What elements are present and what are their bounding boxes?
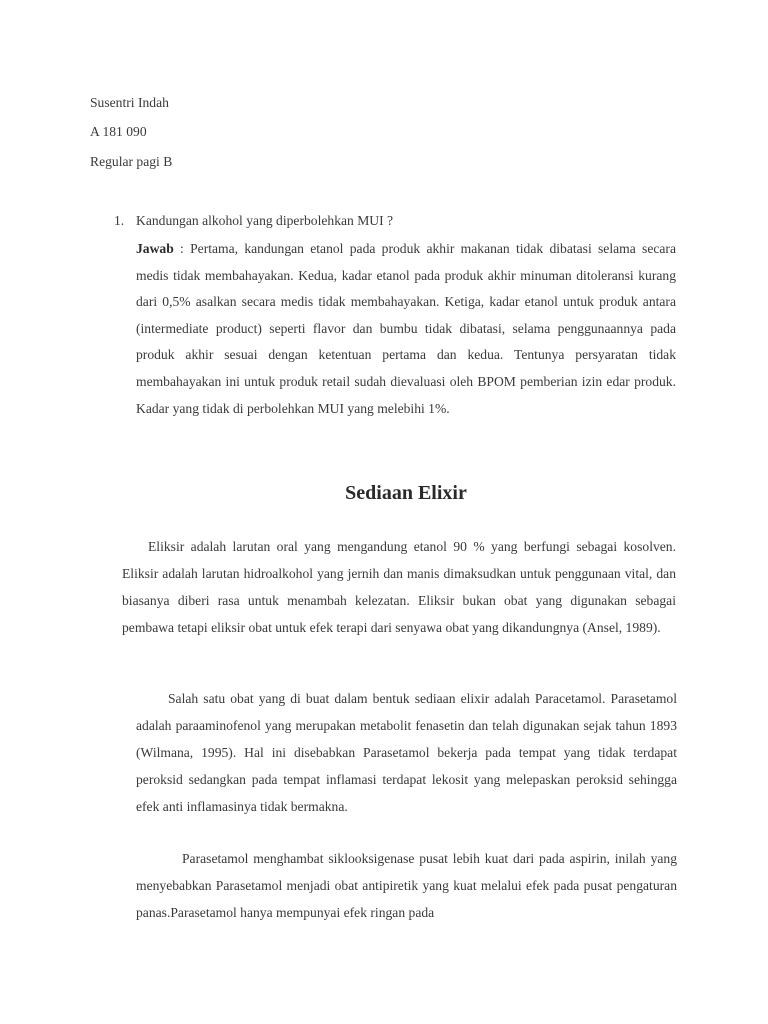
- question-text: Kandungan alkohol yang diperbolehkan MUI ?: [136, 213, 394, 228]
- body-paragraph: Eliksir adalah larutan oral yang mengandung etanol 90 % yang berfungi sebagai kosolven. Eliksir adalah larutan hidroalkohol yang jernih dan manis dimaksudkan untuk penggunaan vital, dan biasanya diberi rasa untuk menambah kelezatan. Eliksir bukan obat yang digunakan sebagai pembawa tetapi eliksir obat untuk efek terapi dari senyawa obat yang dikandungnya (Ansel, 1989).: [122, 539, 676, 635]
- body-paragraph: Salah satu obat yang di buat dalam bentuk sediaan elixir adalah Paracetamol. Parasetamol adalah paraaminofenol yang merupakan metabolit fenasetin dan telah digunakan sejak tahun 1893 (Wilmana, 1995). Hal ini disebabkan Parasetamol bekerja pada tempat yang tidak terdapat peroksid sedangkan pada tempat inflamasi terdapat lekosit yang melepaskan peroksid sehingga efek anti inflamasinya tidak bermakna.: [136, 691, 677, 814]
- answer-paragraph: [136, 236, 676, 422]
- answer-label: Jawab: [136, 241, 174, 256]
- student-id: A 181 090: [90, 124, 147, 139]
- class-name: Regular pagi B: [90, 154, 173, 169]
- author-name: Susentri Indah: [90, 95, 169, 110]
- body-paragraph: Parasetamol menghambat siklooksigenase pusat lebih kuat dari pada aspirin, inilah yang menyebabkan Parasetamol menjadi obat antipiretik yang kuat melalui efek pada pusat pengaturan panas.Parasetamol hanya mempunyai efek ringan pada: [136, 851, 677, 920]
- section-title: Sediaan Elixir: [345, 482, 467, 504]
- question-number: 1.: [114, 213, 125, 228]
- answer-text: : Pertama, kandungan etanol pada produk akhir makanan tidak dibatasi selama secara medis tidak membahayakan. Kedua, kadar etanol pada produk akhir minuman ditoleransi kurang dari 0,5% asalkan secara medis tidak membahayakan. Ketiga, kadar etanol untuk produk antara (intermediate product) seperti flavor dan bumbu tidak dibatasi, selama penggunaannya pada produk akhir sesuai dengan ketentuan pertama dan kedua. Tentunya persyaratan tidak membahayakan ini untuk produk retail sudah dievaluasi oleh BPOM pemberian izin edar produk. Kadar yang tidak di perbolehkan MUI yang melebihi 1%.: [136, 241, 676, 416]
